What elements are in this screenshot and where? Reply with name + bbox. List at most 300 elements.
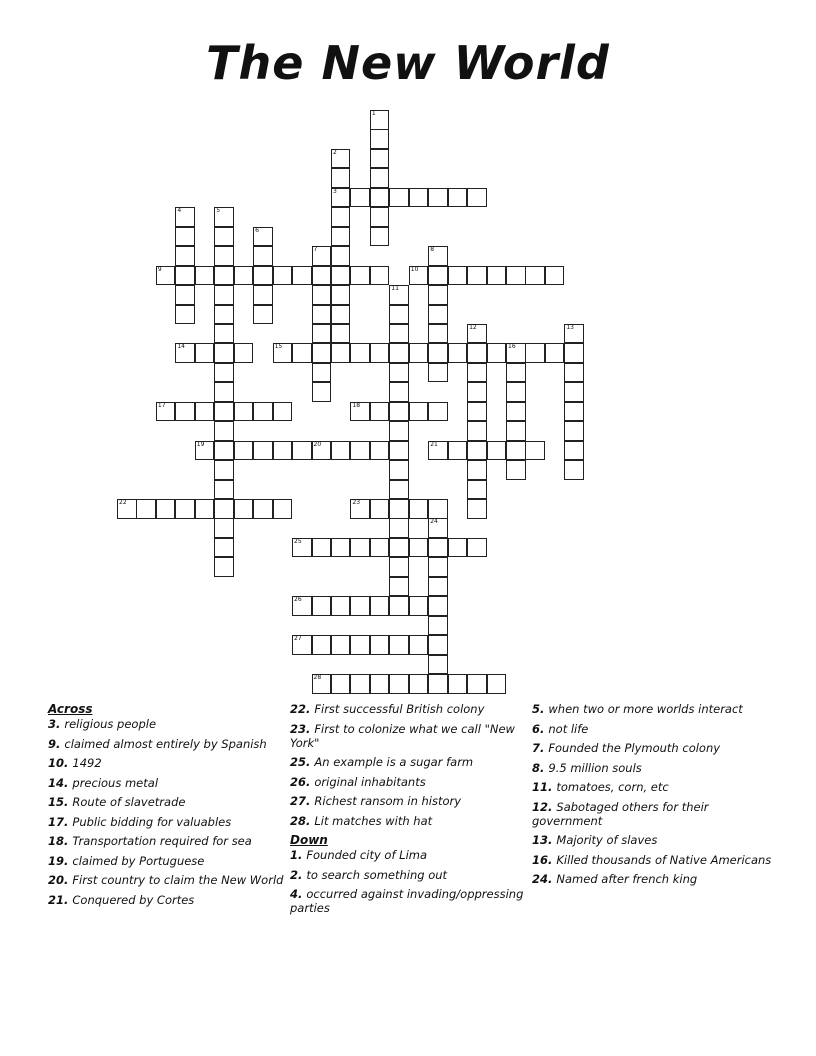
grid-cell[interactable] [273, 499, 293, 519]
clue-text: not life [548, 721, 589, 736]
grid-cell[interactable] [214, 480, 234, 500]
grid-cell[interactable] [195, 441, 215, 461]
grid-cell[interactable] [389, 557, 409, 577]
grid-cell[interactable] [253, 305, 273, 325]
grid-cell[interactable] [467, 674, 487, 694]
grid-cell[interactable] [389, 363, 409, 383]
grid-cell[interactable] [564, 324, 584, 344]
grid-cell[interactable] [467, 402, 487, 422]
clues-column-3 [532, 702, 772, 892]
grid-cell[interactable] [195, 343, 215, 363]
down-clue [532, 780, 772, 794]
clue-text: First country to claim the New World [72, 873, 284, 887]
grid-cell[interactable] [409, 635, 429, 655]
clue-number: 27 [294, 635, 302, 643]
grid-cell[interactable] [312, 635, 332, 655]
grid-cell[interactable] [370, 266, 390, 286]
grid-cell[interactable] [409, 266, 429, 286]
grid-cell[interactable] [428, 188, 448, 208]
grid-cell[interactable] [525, 343, 545, 363]
grid-cell[interactable] [428, 538, 448, 558]
clue-number: 24 [430, 518, 438, 526]
clue-text: Founded city of Lima [306, 848, 428, 862]
clue-text: Killed thousands of Native Americans [556, 852, 772, 867]
down-clue [532, 833, 772, 847]
grid-cell[interactable] [389, 596, 409, 616]
grid-cell[interactable] [506, 343, 526, 363]
grid-cell[interactable] [292, 441, 312, 461]
across-clue [48, 717, 288, 731]
clue-label: 16. [532, 852, 557, 867]
clue-text: Sabotaged others for their government [532, 799, 709, 828]
grid-cell[interactable] [428, 596, 448, 616]
grid-cell[interactable] [370, 188, 390, 208]
grid-cell[interactable] [175, 246, 195, 266]
grid-cell[interactable] [370, 499, 390, 519]
grid-cell[interactable] [312, 596, 332, 616]
grid-cell[interactable] [389, 518, 409, 538]
grid-cell[interactable] [525, 266, 545, 286]
grid-cell[interactable] [389, 674, 409, 694]
grid-cell[interactable] [389, 441, 409, 461]
grid-cell[interactable] [234, 402, 254, 422]
clue-label: 15. [48, 795, 73, 809]
grid-cell[interactable] [564, 343, 584, 363]
clue-label: 27. [290, 794, 315, 808]
grid-cell[interactable] [331, 538, 351, 558]
clue-text: Richest ransom in history [314, 794, 462, 808]
grid-cell[interactable] [331, 441, 351, 461]
clue-label: 11. [532, 780, 557, 794]
clue-text: Transportation required for sea [72, 834, 252, 848]
grid-cell[interactable] [467, 441, 487, 461]
grid-cell[interactable] [564, 460, 584, 480]
grid-cell[interactable] [312, 343, 332, 363]
grid-cell[interactable] [370, 596, 390, 616]
grid-cell[interactable] [428, 285, 448, 305]
grid-cell[interactable] [564, 402, 584, 422]
grid-cell[interactable] [370, 343, 390, 363]
grid-cell[interactable] [312, 285, 332, 305]
grid-cell[interactable] [312, 305, 332, 325]
grid-cell[interactable] [389, 421, 409, 441]
grid-cell[interactable] [312, 363, 332, 383]
grid-cell[interactable] [389, 460, 409, 480]
grid-cell[interactable] [292, 343, 312, 363]
grid-cell[interactable] [350, 343, 370, 363]
grid-cell[interactable] [487, 343, 507, 363]
grid-cell[interactable] [350, 499, 370, 519]
grid-cell[interactable] [467, 480, 487, 500]
grid-cell[interactable] [175, 305, 195, 325]
grid-cell[interactable] [370, 635, 390, 655]
clue-number: 8 [430, 246, 435, 254]
grid-cell[interactable] [195, 402, 215, 422]
clue-label: 4. [290, 887, 307, 901]
grid-cell[interactable] [331, 674, 351, 694]
grid-cell[interactable] [409, 188, 429, 208]
grid-cell[interactable] [545, 266, 565, 286]
clue-text: occurred against invading/oppressing parties [290, 887, 524, 915]
grid-cell[interactable] [409, 343, 429, 363]
grid-cell[interactable] [312, 382, 332, 402]
down-heading: Down [290, 833, 328, 847]
grid-cell[interactable] [214, 518, 234, 538]
grid-cell[interactable] [273, 266, 293, 286]
grid-cell[interactable] [214, 207, 234, 227]
clue-number: 25 [294, 537, 302, 545]
clue-label: 18. [48, 834, 73, 848]
grid-cell[interactable] [331, 227, 351, 247]
grid-cell[interactable] [195, 499, 215, 519]
grid-cell[interactable] [389, 480, 409, 500]
grid-cell[interactable] [350, 188, 370, 208]
clue-label: 25. [290, 755, 315, 769]
puzzle-title: The New World [206, 36, 610, 90]
grid-cell[interactable] [331, 266, 351, 286]
grid-cell[interactable] [331, 168, 351, 188]
grid-cell[interactable] [253, 441, 273, 461]
grid-cell[interactable] [370, 207, 390, 227]
grid-cell[interactable] [253, 246, 273, 266]
grid-cell[interactable] [428, 655, 448, 675]
grid-cell[interactable] [292, 596, 312, 616]
grid-cell[interactable] [234, 499, 254, 519]
grid-cell[interactable] [428, 635, 448, 655]
across-clue [290, 794, 530, 808]
grid-cell[interactable] [370, 441, 390, 461]
grid-cell[interactable] [389, 402, 409, 422]
grid-cell[interactable] [467, 382, 487, 402]
clue-text: when two or more worlds interact [548, 702, 743, 716]
clue-label: 26. [290, 774, 315, 789]
grid-cell[interactable] [331, 635, 351, 655]
across-clue [290, 702, 530, 716]
grid-cell[interactable] [409, 499, 429, 519]
grid-cell[interactable] [175, 266, 195, 286]
grid-cell[interactable] [312, 324, 332, 344]
grid-cell[interactable] [409, 596, 429, 616]
grid-cell[interactable] [448, 538, 468, 558]
grid-cell[interactable] [428, 499, 448, 519]
grid-cell[interactable] [428, 674, 448, 694]
grid-cell[interactable] [487, 266, 507, 286]
across-clue [290, 755, 530, 769]
grid-cell[interactable] [292, 266, 312, 286]
clue-label: 17. [48, 814, 73, 829]
grid-cell[interactable] [312, 674, 332, 694]
grid-cell[interactable] [467, 499, 487, 519]
grid-cell[interactable] [370, 538, 390, 558]
down-clue [532, 702, 772, 716]
grid-cell[interactable] [234, 266, 254, 286]
grid-cell[interactable] [389, 538, 409, 558]
clue-text: original inhabitants [314, 774, 426, 789]
grid-cell[interactable] [389, 577, 409, 597]
clue-number: 26 [294, 596, 302, 604]
grid-cell[interactable] [525, 441, 545, 461]
clues-column-2 [290, 702, 530, 921]
grid-cell[interactable] [428, 305, 448, 325]
clue-number: 21 [430, 440, 438, 448]
clue-label: 9. [48, 736, 65, 751]
grid-cell[interactable] [389, 324, 409, 344]
grid-cell[interactable] [506, 460, 526, 480]
clue-text: Named after french king [556, 872, 698, 886]
clue-label: 19. [48, 853, 73, 868]
grid-cell[interactable] [214, 441, 234, 461]
grid-cell[interactable] [350, 266, 370, 286]
grid-cell[interactable] [506, 402, 526, 422]
across-clue [48, 795, 288, 809]
clue-label: 6. [532, 721, 549, 736]
clue-label: 23. [290, 721, 315, 736]
clue-label: 8. [532, 760, 549, 775]
grid-cell[interactable] [467, 460, 487, 480]
grid-cell[interactable] [428, 518, 448, 538]
grid-cell[interactable] [467, 188, 487, 208]
clue-number: 11 [391, 285, 399, 293]
grid-cell[interactable] [487, 674, 507, 694]
grid-cell[interactable] [253, 402, 273, 422]
grid-cell[interactable] [370, 110, 390, 130]
clue-text: Public bidding for valuables [72, 814, 232, 829]
clue-number: 17 [157, 401, 166, 409]
grid-cell[interactable] [428, 246, 448, 266]
clue-number: 13 [566, 323, 574, 331]
grid-cell[interactable] [370, 674, 390, 694]
clue-number: 15 [274, 343, 283, 351]
grid-cell[interactable] [506, 382, 526, 402]
grid-cell[interactable] [214, 227, 234, 247]
grid-cell[interactable] [350, 402, 370, 422]
grid-cell[interactable] [195, 266, 215, 286]
grid-cell[interactable] [175, 285, 195, 305]
down-clue [532, 872, 772, 886]
grid-cell[interactable] [467, 421, 487, 441]
grid-cell[interactable] [370, 402, 390, 422]
clue-number: 14 [177, 343, 185, 351]
grid-cell[interactable] [409, 538, 429, 558]
grid-cell[interactable] [564, 382, 584, 402]
grid-cell[interactable] [448, 188, 468, 208]
grid-cell[interactable] [409, 674, 429, 694]
grid-cell[interactable] [428, 616, 448, 636]
clue-number: 18 [352, 401, 361, 409]
clue-label: 22. [290, 702, 315, 716]
grid-cell[interactable] [467, 343, 487, 363]
clue-text: First to colonize what we call "New York" [290, 721, 515, 750]
grid-cell[interactable] [214, 402, 234, 422]
grid-cell[interactable] [350, 538, 370, 558]
clue-number: 3 [332, 187, 337, 195]
grid-cell[interactable] [234, 441, 254, 461]
clue-number: 6 [255, 226, 259, 234]
grid-cell[interactable] [175, 207, 195, 227]
grid-cell[interactable] [175, 343, 195, 363]
grid-cell[interactable] [350, 635, 370, 655]
clue-label: 28. [290, 813, 315, 828]
grid-cell[interactable] [214, 363, 234, 383]
grid-cell[interactable] [564, 441, 584, 461]
clue-text: First successful British colony [314, 702, 485, 716]
across-clue [48, 815, 288, 829]
clue-text: to search something out [306, 867, 448, 882]
grid-cell[interactable] [331, 188, 351, 208]
grid-cell[interactable] [448, 266, 468, 286]
grid-cell[interactable] [350, 441, 370, 461]
grid-cell[interactable] [389, 382, 409, 402]
grid-cell[interactable] [350, 596, 370, 616]
grid-cell[interactable] [428, 441, 448, 461]
clue-text: claimed by Portuguese [72, 853, 205, 868]
clue-label: 1. [290, 848, 307, 862]
grid-cell[interactable] [564, 421, 584, 441]
clue-label: 24. [532, 872, 557, 886]
grid-cell[interactable] [214, 499, 234, 519]
grid-cell[interactable] [312, 538, 332, 558]
grid-cell[interactable] [234, 343, 254, 363]
grid-cell[interactable] [253, 227, 273, 247]
grid-cell[interactable] [156, 266, 176, 286]
grid-cell[interactable] [370, 227, 390, 247]
clue-label: 21. [48, 892, 73, 907]
grid-cell[interactable] [253, 266, 273, 286]
grid-cell[interactable] [273, 441, 293, 461]
grid-cell[interactable] [545, 343, 565, 363]
grid-cell[interactable] [292, 538, 312, 558]
clue-label: 7. [532, 741, 549, 755]
grid-cell[interactable] [273, 402, 293, 422]
grid-cell[interactable] [253, 499, 273, 519]
grid-cell[interactable] [467, 266, 487, 286]
grid-cell[interactable] [214, 266, 234, 286]
grid-cell[interactable] [292, 635, 312, 655]
clue-text: Route of slavetrade [72, 795, 186, 809]
grid-cell[interactable] [370, 129, 390, 149]
clue-label: 20. [48, 873, 73, 887]
clue-number: 20 [313, 440, 322, 448]
grid-cell[interactable] [312, 246, 332, 266]
down-clue [532, 853, 772, 867]
grid-cell[interactable] [389, 285, 409, 305]
grid-cell[interactable] [467, 324, 487, 344]
clue-number: 23 [352, 499, 361, 506]
grid-cell[interactable] [389, 188, 409, 208]
grid-cell[interactable] [506, 266, 526, 286]
grid-cell[interactable] [487, 441, 507, 461]
grid-cell[interactable] [175, 402, 195, 422]
across-clue [48, 737, 288, 751]
grid-cell[interactable] [370, 168, 390, 188]
clue-number: 16 [508, 343, 516, 351]
grid-cell[interactable] [156, 499, 176, 519]
grid-cell[interactable] [428, 577, 448, 597]
down-clue [532, 722, 772, 736]
clue-text: religious people [64, 717, 157, 731]
grid-cell[interactable] [389, 343, 409, 363]
grid-cell[interactable] [253, 285, 273, 305]
clue-label: 13. [532, 833, 557, 847]
grid-cell[interactable] [312, 266, 332, 286]
grid-cell[interactable] [214, 285, 234, 305]
clue-number: 1 [371, 110, 376, 117]
clues-column-1 [48, 702, 288, 912]
grid-cell[interactable] [331, 343, 351, 363]
grid-cell[interactable] [448, 674, 468, 694]
grid-cell[interactable] [214, 305, 234, 325]
clue-text: An example is a sugar farm [314, 755, 474, 769]
grid-cell[interactable] [389, 499, 409, 519]
grid-cell[interactable] [136, 499, 156, 519]
grid-cell[interactable] [506, 363, 526, 383]
grid-cell[interactable] [331, 596, 351, 616]
grid-cell[interactable] [214, 460, 234, 480]
grid-cell[interactable] [175, 499, 195, 519]
grid-cell[interactable] [467, 538, 487, 558]
grid-cell[interactable] [428, 402, 448, 422]
grid-cell[interactable] [428, 324, 448, 344]
down-clue [532, 741, 772, 755]
grid-cell[interactable] [564, 363, 584, 383]
grid-cell[interactable] [331, 149, 351, 169]
grid-cell[interactable] [331, 207, 351, 227]
across-clue [290, 722, 530, 750]
clue-text: Lit matches with hat [314, 813, 433, 828]
grid-cell[interactable] [117, 499, 137, 519]
grid-cell[interactable] [389, 305, 409, 325]
clue-number: 2 [332, 148, 337, 156]
clue-text: tomatoes, corn, etc [556, 780, 669, 794]
grid-cell[interactable] [448, 441, 468, 461]
grid-cell[interactable] [448, 343, 468, 363]
grid-cell[interactable] [428, 557, 448, 577]
grid-cell[interactable] [331, 246, 351, 266]
grid-cell[interactable] [409, 402, 429, 422]
grid-cell[interactable] [312, 441, 332, 461]
grid-cell[interactable] [506, 421, 526, 441]
grid-cell[interactable] [331, 324, 351, 344]
across-heading: Across [48, 702, 93, 716]
grid-cell[interactable] [331, 305, 351, 325]
grid-cell[interactable] [370, 149, 390, 169]
clue-number: 4 [177, 207, 182, 215]
grid-cell[interactable] [331, 285, 351, 305]
grid-cell[interactable] [214, 343, 234, 363]
grid-cell[interactable] [214, 324, 234, 344]
grid-cell[interactable] [214, 246, 234, 266]
grid-cell[interactable] [156, 402, 176, 422]
clue-label: 3. [48, 717, 65, 731]
clue-text: Majority of slaves [556, 833, 658, 847]
grid-cell[interactable] [428, 343, 448, 363]
grid-cell[interactable] [428, 363, 448, 383]
grid-cell[interactable] [214, 557, 234, 577]
grid-cell[interactable] [214, 421, 234, 441]
grid-cell[interactable] [350, 674, 370, 694]
across-clue [48, 834, 288, 848]
grid-cell[interactable] [467, 363, 487, 383]
grid-cell[interactable] [214, 538, 234, 558]
grid-cell[interactable] [389, 635, 409, 655]
grid-cell[interactable] [175, 227, 195, 247]
grid-cell[interactable] [428, 266, 448, 286]
down-clue [532, 761, 772, 775]
grid-cell[interactable] [214, 382, 234, 402]
clue-number: 12 [469, 323, 477, 331]
grid-cell[interactable] [506, 441, 526, 461]
grid-cell[interactable] [273, 343, 293, 363]
